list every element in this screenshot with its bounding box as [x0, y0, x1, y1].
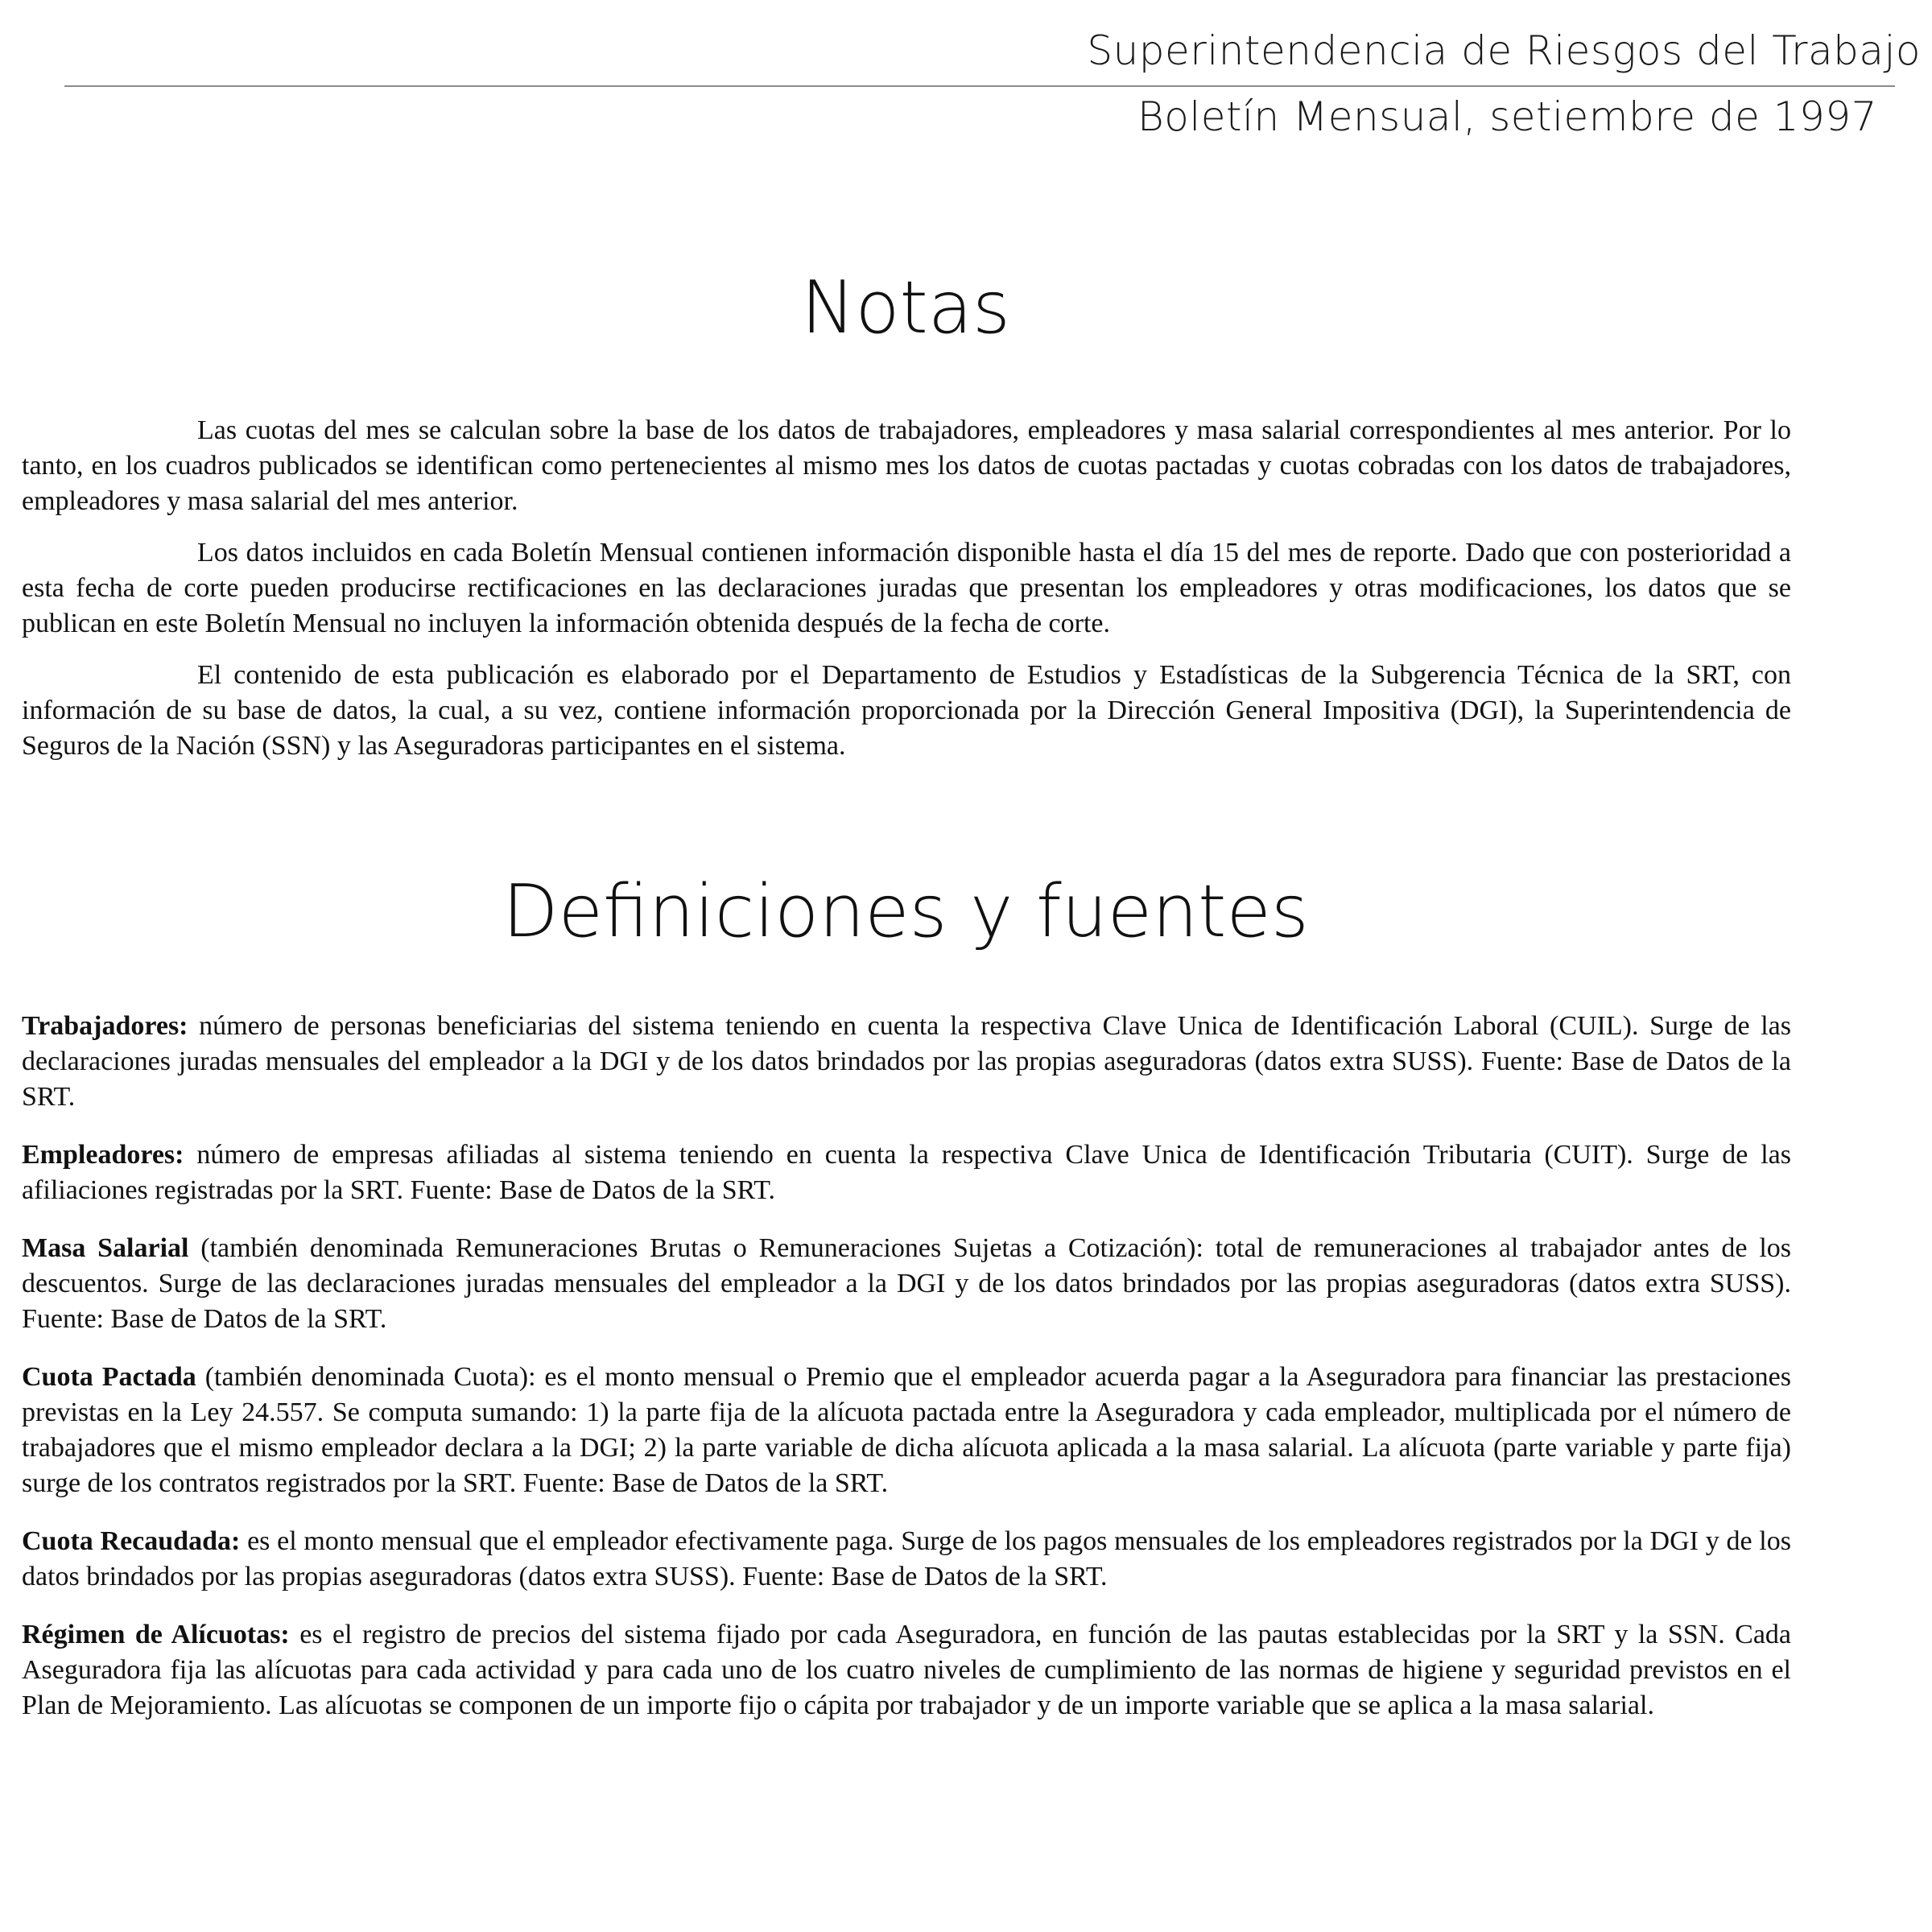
definition-text: es el monto mensual que el empleador efectivamente paga. Surge de los pagos mensuales de los empleadores registrados por la DGI y de los datos brindados por las propias aseguradoras (datos extra SUSS). Fuente: Base de Datos de la SRT. [22, 1526, 1791, 1591]
definition-term: Cuota Pactada [22, 1362, 196, 1392]
definiciones-heading: Definiciones y fuentes [502, 869, 1309, 954]
header-divider [64, 85, 1895, 87]
definition-regimen-alicuotas [22, 1617, 1791, 1724]
header-organization: Superintendencia de Riesgos del Trabajo [1087, 27, 1921, 74]
definition-text: (también denominada Remuneraciones Brutas o Remuneraciones Sujetas a Cotización): total de remuneraciones al trabajador antes de los descuentos. Surge de las declaraciones juradas mensuales del empleador a la DGI y de los datos brindados por las propias aseguradoras (datos extra SUSS). Fuente: Base de Datos de la SRT. [22, 1233, 1791, 1334]
definition-term: Masa Salarial [22, 1233, 189, 1263]
header-issue: Boletín Mensual, setiembre de 1997 [1137, 93, 1877, 140]
notas-paragraph: Las cuotas del mes se calculan sobre la base de los datos de trabajadores, empleadores y masa salarial correspondientes al mes anterior. Por lo tanto, en los cuadros publicados se identifican como pertenecientes al mismo mes los datos de cuotas pactadas y cuotas cobradas con los datos de trabajadores, empleadores y masa salarial del mes anterior. [22, 415, 1791, 516]
definition-trabajadores [22, 1009, 1791, 1115]
definition-cuota-pactada [22, 1360, 1791, 1501]
definition-term: Régimen de Alícuotas: [22, 1620, 290, 1649]
definition-masa-salarial [22, 1231, 1791, 1337]
definition-text: número de empresas afiliadas al sistema teniendo en cuenta la respectiva Clave Unica de Identificación Tributaria (CUIT). Surge de las afiliaciones registradas por la SRT. Fuente: Base de Datos de la SRT. [22, 1140, 1791, 1205]
definition-text: es el registro de precios del sistema fijado por cada Aseguradora, en función de las pautas establecidas por la SRT y la SSN. Cada Aseguradora fija las alícuotas para cada actividad y para cada uno de los cuatro niveles de cumplimiento de las normas de higiene y seguridad previstos en el Plan de Mejoramiento. Las alícuotas se componen de un importe fijo o cápita por trabajador y de un importe variable que se aplica a la masa salarial. [22, 1620, 1792, 1720]
notas-paragraph: Los datos incluidos en cada Boletín Mensual contienen información disponible hasta el día 15 del mes de reporte. Dado que con posterioridad a esta fecha de corte pueden producirse rectificaciones en las declaraciones juradas que presentan los empleadores y otras modificaciones, los datos que se publican en este Boletín Mensual no incluyen la información obtenida después de la fecha de corte. [22, 538, 1791, 638]
definiciones-section [22, 1009, 1791, 1746]
definition-text: (también denominada Cuota): es el monto mensual o Premio que el empleador acuerda pagar a la Aseguradora para financiar las prestaciones previstas en la Ley 24.557. Se computa sumando: 1) la parte fija de la alícuota pactada entre la Aseguradora y cada empleador, multiplicada por el número de trabajadores que el mismo empleador declara a la DGI; 2) la parte variable de dicha alícuota aplicada a la masa salarial. La alícuota (parte variable y parte fija) surge de los contratos registrados por la SRT. Fuente: Base de Datos de la SRT. [22, 1362, 1791, 1498]
notas-heading: Notas [801, 266, 1010, 350]
page-header [0, 0, 1932, 161]
definition-term: Cuota Recaudada: [22, 1526, 241, 1556]
definition-empleadores [22, 1137, 1791, 1208]
definition-term: Empleadores: [22, 1140, 184, 1170]
definition-cuota-recaudada [22, 1524, 1791, 1595]
notas-paragraph: El contenido de esta publicación es elaborado por el Departamento de Estudios y Estadísticas de la Subgerencia Técnica de la SRT, con información de su base de datos, la cual, a su vez, contiene información proporcionada por la Dirección General Impositiva (DGI), la Superintendencia de Seguros de la Nación (SSN) y las Aseguradoras participantes en el sistema. [22, 660, 1791, 761]
definition-term: Trabajadores: [22, 1011, 188, 1041]
notas-section [22, 413, 1791, 780]
definition-text: número de personas beneficiarias del sistema teniendo en cuenta la respectiva Clave Unica de Identificación Laboral (CUIL). Surge de las declaraciones juradas mensuales del empleador a la DGI y de los datos brindados por las propias aseguradoras (datos extra SUSS). Fuente: Base de Datos de la SRT. [22, 1011, 1791, 1112]
